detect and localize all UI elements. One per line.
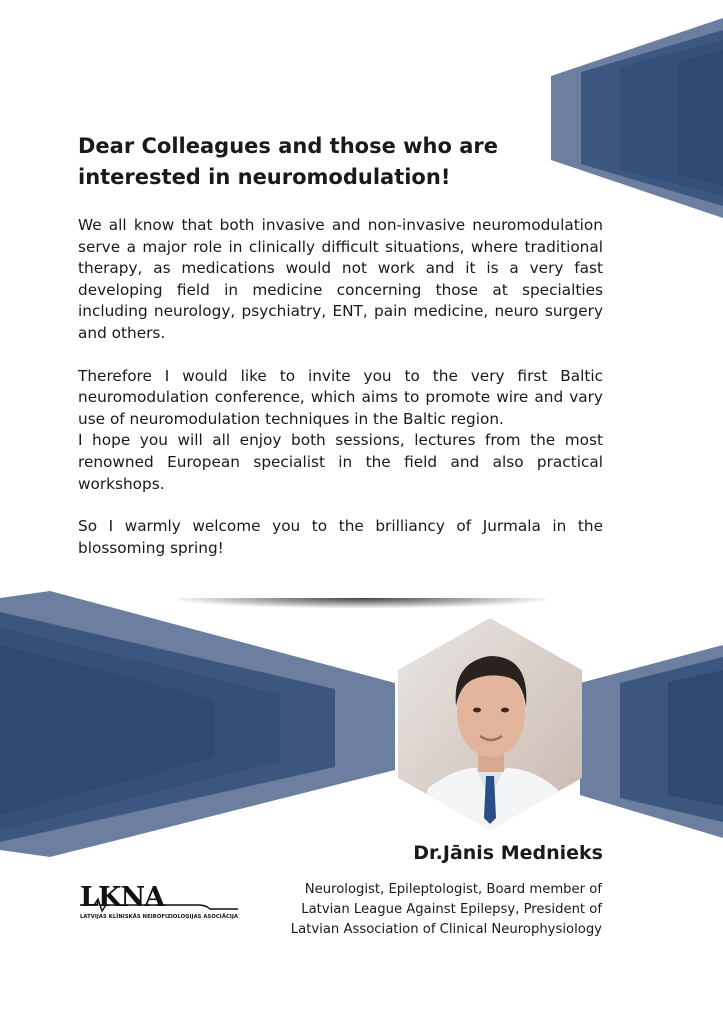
paragraph-2-sentence-a: Therefore I would like to invite you to the very first Baltic neuromodulation conference, which aims to promote wire and vary use of neuromodulation techniques in the Baltic region.	[78, 366, 603, 428]
letter-heading	[78, 131, 638, 193]
logo-caption: LATVIJAS KLĪNISKĀS NEIROFIZIOLOĢIJAS ASOCIĀCIJA	[80, 914, 239, 920]
logo-mark: LKNA	[80, 882, 165, 913]
role-line-1: Neurologist, Epileptologist, Board member of	[304, 882, 602, 897]
portrait-photo	[398, 618, 582, 830]
association-logo	[80, 883, 240, 928]
letter-body	[78, 215, 603, 580]
paragraph-3: So I warmly welcome you to the brilliancy of Jurmala in the blossoming spring!	[78, 517, 603, 557]
heading-line-2: interested in neuromodulation!	[78, 165, 451, 189]
heading-line-1: Dear Colleagues and those who are	[78, 134, 498, 158]
signature-name: Dr.Jānis Mednieks	[413, 842, 603, 864]
logo-wave-icon	[80, 883, 240, 915]
role-line-3: Latvian Association of Clinical Neurophysiology	[290, 922, 602, 937]
divider-shadow	[178, 598, 546, 608]
role-line-2: Latvian League Against Epilepsy, President of	[301, 902, 602, 917]
signature-role	[222, 880, 602, 940]
paragraph-2	[78, 366, 603, 496]
paragraph-2-sentence-b: I hope you will all enjoy both sessions, lectures from the most renowned European specialist in the field and also practical workshops.	[78, 431, 603, 493]
paragraph-1: We all know that both invasive and non-invasive neuromodulation serve a major role in clinically difficult situations, where traditional therapy, as medications would not work and it is a very fast developing field in medicine concerning those at specialties including neurology, psychiatry, ENT, pain medicine, neuro surgery and others.	[78, 216, 603, 342]
